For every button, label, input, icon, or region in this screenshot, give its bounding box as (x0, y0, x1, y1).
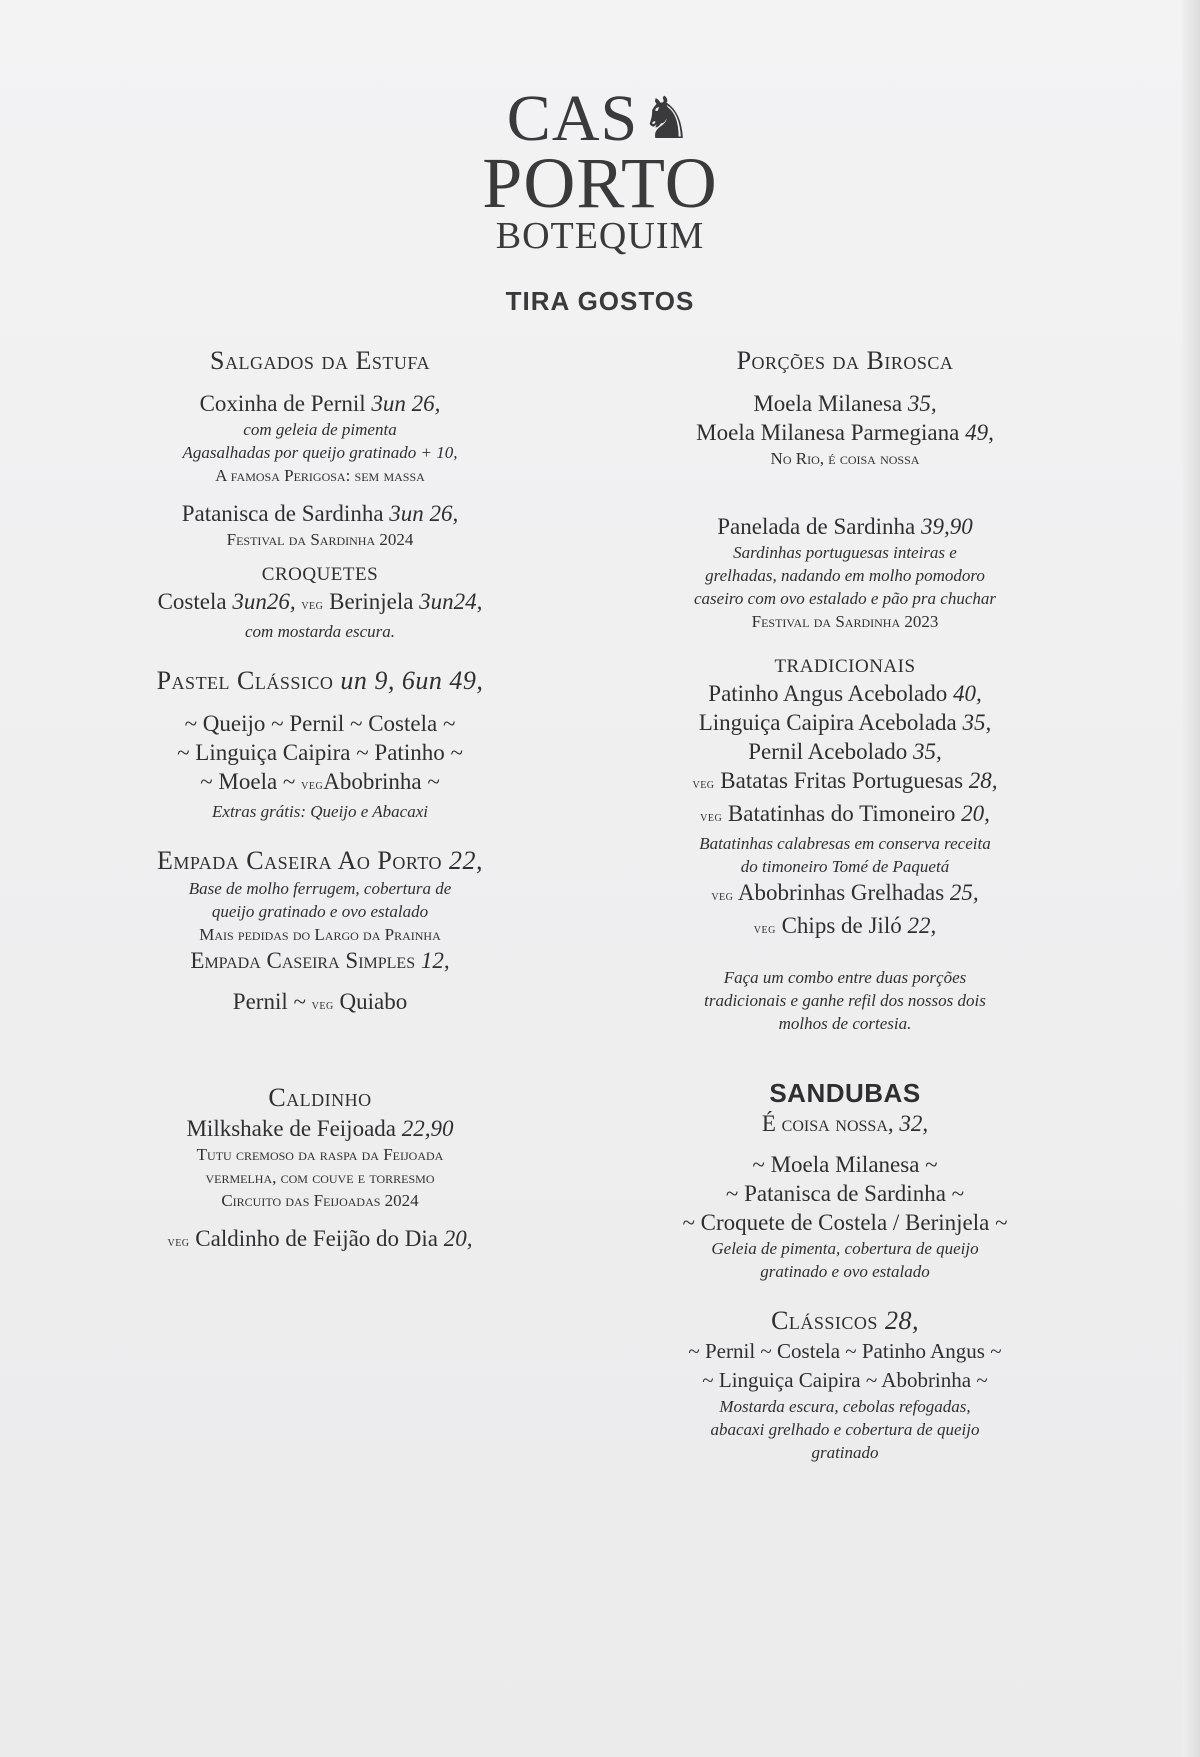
item-description: Sardinhas portuguesas inteiras e (733, 543, 957, 562)
item-note: vermelha, com couve e torresmo (205, 1168, 435, 1187)
menu-item: Pernil Acebolado 35, (748, 739, 942, 764)
menu-item: Patanisca de Sardinha 3un 26, (181, 501, 459, 526)
item-description: gratinado (811, 1443, 879, 1462)
menu-item: veg Chips de Jiló 22, (753, 913, 937, 938)
flavor-list: ~ Moela Milanesa ~ (752, 1152, 938, 1177)
item-note: Festival da Sardinha 2023 (751, 612, 939, 631)
left-column (110, 345, 530, 1257)
flavor-list: ~ Linguiça Caipira ~ Abobrinha ~ (702, 1368, 988, 1392)
item-description: queijo gratinado e ovo estalado (211, 902, 429, 921)
logo (482, 82, 718, 257)
menu-item: Linguiça Caipira Acebolada 35, (698, 710, 992, 735)
menu-item: veg Batatinhas do Timoneiro 20, (700, 801, 990, 826)
section-heading: Clássicos 28, (771, 1306, 919, 1335)
flavor-list: Pernil ~ veg Quiabo (232, 989, 408, 1014)
item-note: A famosa Perigosa: sem massa (215, 466, 425, 485)
item-description: caseiro com ovo estalado e pão pra chuchar (693, 589, 996, 608)
combo-note: Faça um combo entre duas porções (723, 968, 967, 987)
menu-item: veg Batatas Fritas Portuguesas 28, (692, 768, 998, 793)
header (0, 82, 1200, 317)
subheading: CROQUETES (261, 564, 379, 585)
combo-note: tradicionais e ganhe refil dos nossos dois (704, 991, 986, 1010)
flavor-list: ~ Queijo ~ Pernil ~ Costela ~ (184, 711, 456, 736)
item-description: Agasalhadas por queijo gratinado + 10, (182, 443, 458, 462)
flavor-list: ~ Patanisca de Sardinha ~ (725, 1181, 965, 1206)
subheading: TRADICIONAIS (774, 656, 916, 677)
item-description: com mostarda escura. (245, 622, 395, 641)
menu-item: veg Caldinho de Feijão do Dia 20, (167, 1226, 473, 1251)
logo-line-1: CAS (506, 82, 639, 155)
combo-note: molhos de cortesia. (778, 1014, 912, 1033)
item-description: com geleia de pimenta (243, 420, 397, 439)
item-note: Mais pedidas do Largo da Prainha (199, 925, 441, 944)
section-heading: Caldinho (268, 1083, 372, 1112)
item-description: grelhadas, nadando em molho pomodoro (705, 566, 985, 585)
item-note: Circuito das Feijoadas 2024 (221, 1191, 419, 1210)
item-description: Batatinhas calabresas em conserva receita (699, 834, 991, 853)
section-heading: Pastel Clássico un 9, 6un 49, (156, 666, 484, 695)
item-description: Extras grátis: Queijo e Abacaxi (212, 802, 428, 821)
menu-item: Patinho Angus Acebolado 40, (708, 681, 982, 706)
section-heading: SANDUBAS (769, 1078, 921, 1108)
logo-line-3: BOTEQUIM (495, 215, 705, 257)
menu-item: Empada Caseira Simples 12, (190, 948, 450, 973)
item-description: Geleia de pimenta, cobertura de queijo (711, 1239, 979, 1258)
menu-item: Milkshake de Feijoada 22,90 (186, 1116, 454, 1141)
menu-item: Panelada de Sardinha 39,90 (717, 514, 973, 539)
item-description: Mostarda escura, cebolas refogadas, (719, 1397, 971, 1416)
flavor-list: ~ Pernil ~ Costela ~ Patinho Angus ~ (688, 1339, 1002, 1363)
section-heading: Salgados da Estufa (209, 346, 431, 375)
item-description: do timoneiro Tomé de Paquetá (740, 857, 950, 876)
flavor-list: ~ Moela ~ vegAbobrinha ~ (200, 769, 440, 794)
menu-item: Moela Milanesa 35, (753, 391, 937, 416)
item-description: Base de molho ferrugem, cobertura de (188, 879, 452, 898)
right-column (630, 345, 1060, 1464)
section-heading: Empada Caseira Ao Porto 22, (157, 846, 483, 875)
flavor-list: ~ Linguiça Caipira ~ Patinho ~ (177, 740, 463, 765)
item-note: No Rio, é coisa nossa (770, 449, 920, 468)
chess-knight-icon: ♞ (640, 86, 694, 151)
menu-item: Moela Milanesa Parmegiana 49, (696, 420, 994, 445)
menu-item: Costela 3un26, veg Berinjela 3un24, (157, 589, 483, 614)
menu-item: É coisa nossa, 32, (761, 1111, 929, 1136)
item-description: abacaxi grelhado e cobertura de queijo (710, 1420, 980, 1439)
menu-item: Coxinha de Pernil 3un 26, (199, 391, 441, 416)
item-description: gratinado e ovo estalado (760, 1262, 930, 1281)
menu-item: veg Abobrinhas Grelhadas 25, (711, 880, 979, 905)
flavor-list: ~ Croquete de Costela / Berinjela ~ (682, 1210, 1008, 1235)
item-note: Tutu cremoso da raspa da Feijoada (196, 1145, 444, 1164)
section-heading: Porções da Birosca (736, 346, 954, 375)
page-title: TIRA GOSTOS (505, 286, 695, 316)
logo-line-2: PORTO (482, 143, 718, 223)
item-note: Festival da Sardinha 2024 (226, 530, 414, 549)
